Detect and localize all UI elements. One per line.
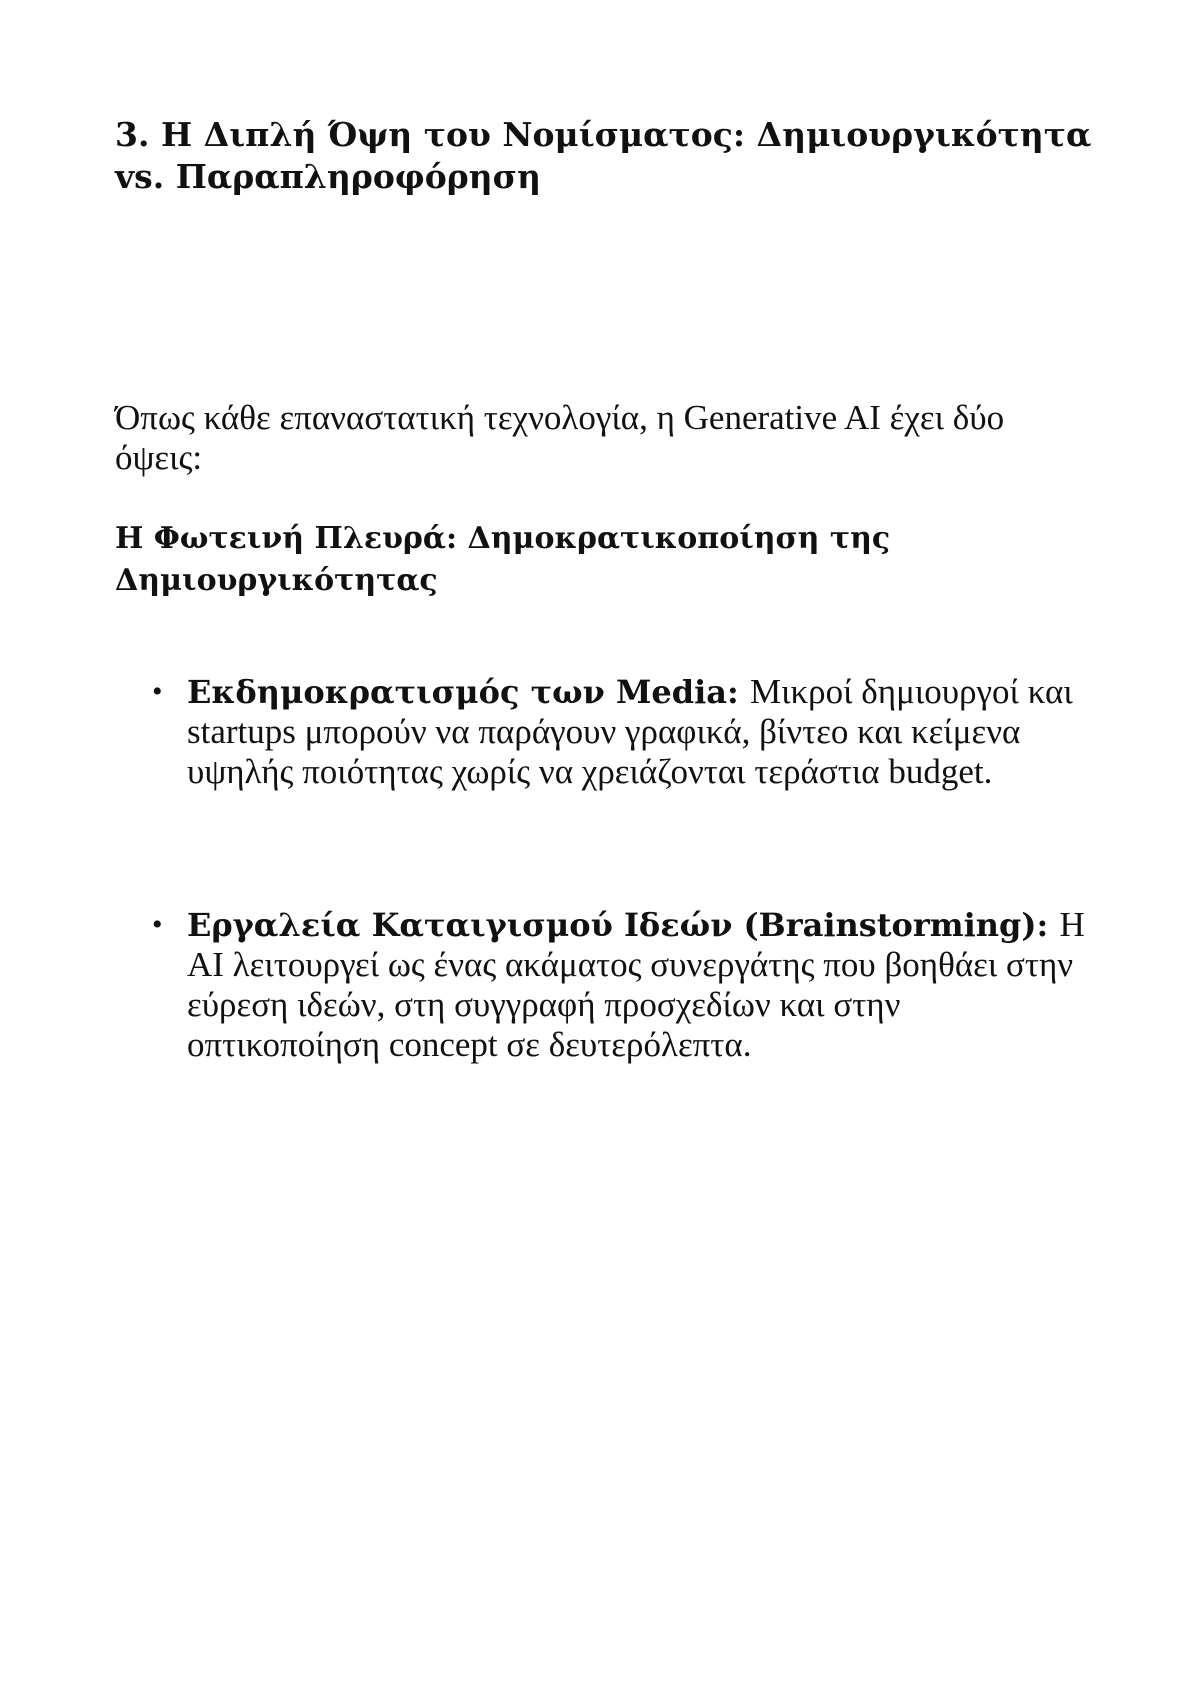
subheading-bright-side: Η Φωτεινή Πλευρά: Δημοκρατικοποίηση της Δημιουργικότητας <box>115 521 891 598</box>
bullet-lead: Εργαλεία Καταιγισμού Ιδεών (Brainstorming): <box>187 906 1060 944</box>
bullet-lead: Εκδημοκρατισμός των Media: <box>187 673 750 711</box>
section-title: 3. Η Διπλή Όψη του Νομίσματος: Δημιουργικότητα vs. Παραπληροφόρηση <box>115 115 1092 196</box>
bullet-text <box>187 672 1087 792</box>
intro-paragraph: Όπως κάθε επαναστατική τεχνολογία, η Generative AI έχει δύο όψεις: <box>115 398 1005 477</box>
bullet-marker: • <box>152 908 163 941</box>
bullet-body: Μικροί δημιουργοί και startups μπορούν να παράγουν γραφικά, βίντεο και κείμενα υψηλής ποιότητας χωρίς να χρειάζονται τεράστια budget. <box>187 672 1073 791</box>
bullet-text <box>187 905 1087 1065</box>
bullet-marker: • <box>152 675 163 708</box>
bullet-body: Η AI λειτουργεί ως ένας ακάματος συνεργάτης που βοηθάει στην εύρεση ιδεών, στη συγγραφή προσχεδίων και στην οπτικοποίηση concept σε δευτερόλεπτα. <box>187 905 1085 1064</box>
